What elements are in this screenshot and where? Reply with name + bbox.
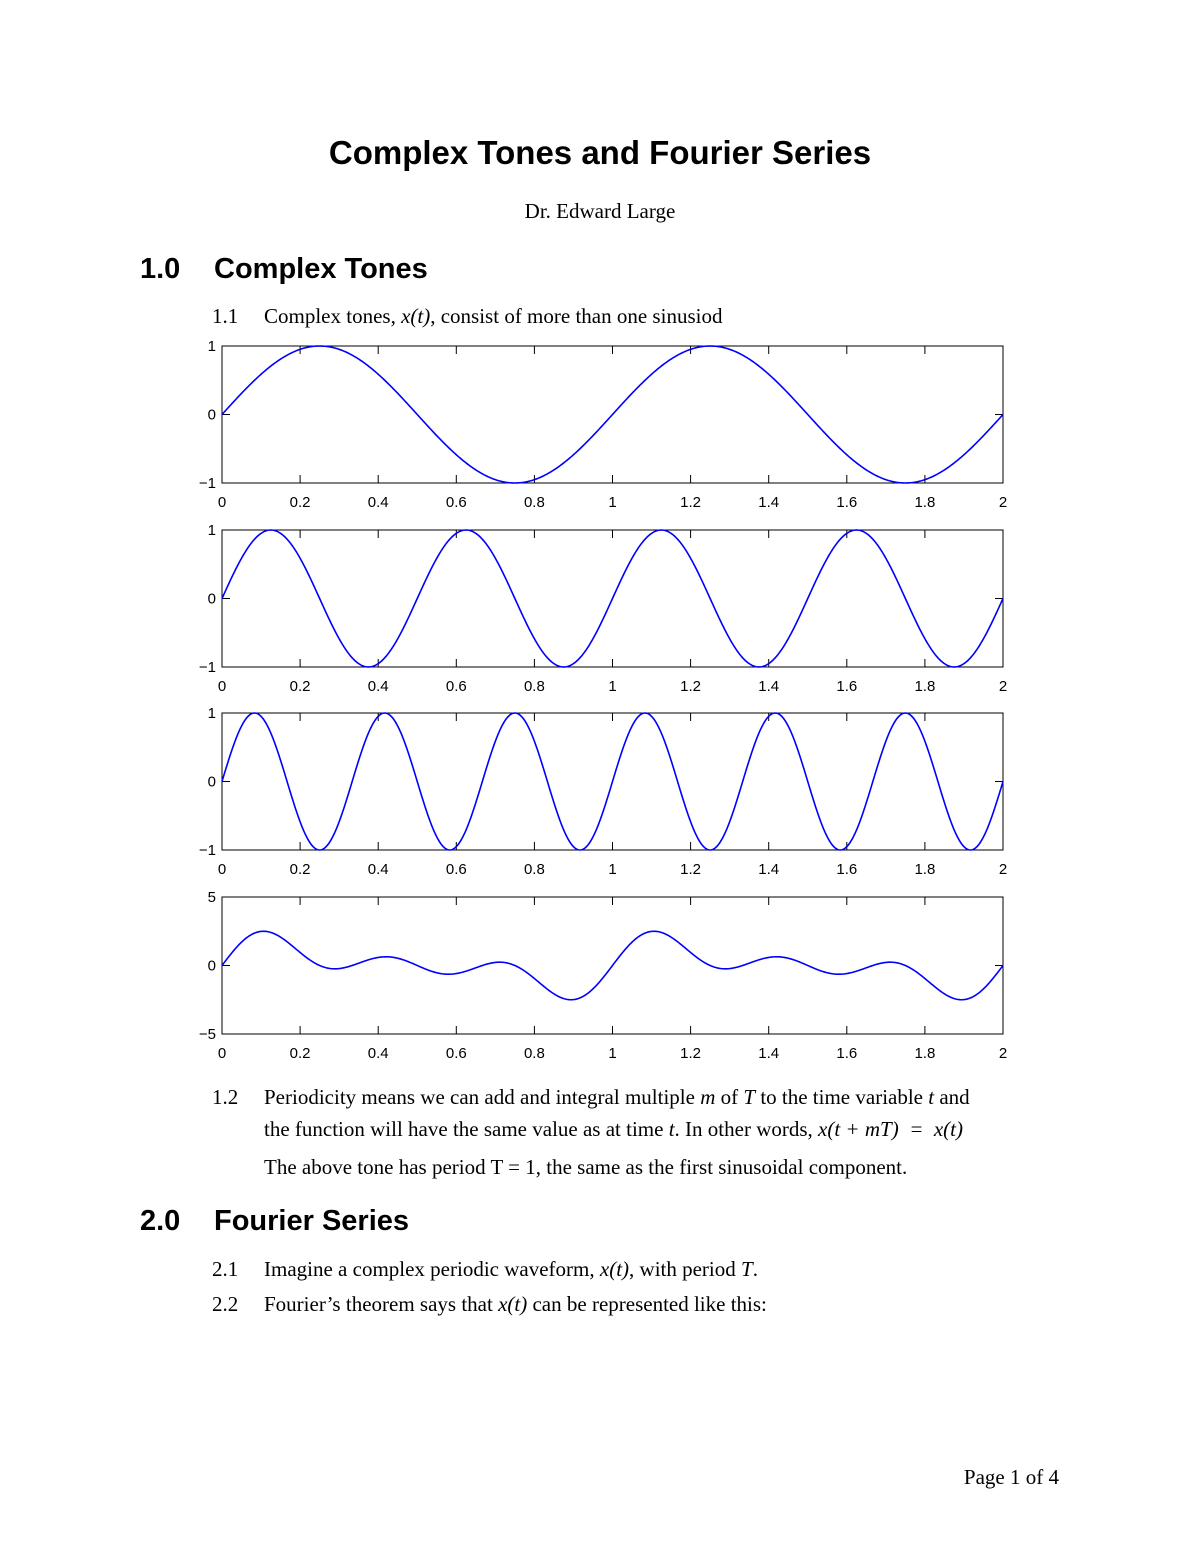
author-name: Dr. Edward Large [524,199,676,223]
x-tick-label: 2 [998,861,1008,878]
waveform-plot-3 [199,705,1007,878]
waveform-line [222,346,1003,483]
x-tick-label: 0.8 [523,494,545,511]
y-tick-label: 0 [207,773,216,791]
x-tick-label: 2 [998,494,1008,511]
x-tick-label: 1.4 [758,1045,780,1062]
x-tick-label: 0.4 [367,861,389,878]
x-tick-label: 0.2 [289,494,311,511]
item-number: 1.2 [212,1085,239,1109]
item-1-2-line-2: the function will have the same value as at time t. In other words, x(t + mT) = x(t) [264,1117,964,1141]
x-tick-label: 0.4 [367,494,389,511]
x-tick-label: 1 [608,1045,617,1062]
x-tick-label: 1.6 [836,678,858,695]
x-tick-label: 0.4 [367,678,389,695]
x-tick-label: 1.6 [836,1045,858,1062]
item-text: Fourier’s theorem says that x(t) can be represented like this: [264,1292,767,1316]
x-tick-label: 0.6 [445,1045,467,1062]
x-tick-label: 1.2 [680,861,702,878]
x-tick-label: 1.2 [680,494,702,511]
y-tick-label: 0 [207,406,216,424]
section-number: 1.0 [140,253,181,285]
x-tick-label: 1.4 [758,678,780,695]
y-tick-label: −1 [198,659,216,676]
x-tick-label: 0.6 [445,494,467,511]
item-number: 2.2 [212,1292,239,1316]
item-text: Imagine a complex periodic waveform, x(t), with period T. [264,1257,758,1281]
x-tick-label: 1.6 [836,494,858,511]
x-tick-label: 0 [217,678,227,695]
section-heading-2 [140,1205,409,1238]
waveform-line [222,530,1003,667]
document-title: Complex Tones and Fourier Series [328,134,872,171]
x-tick-label: 2 [998,1045,1008,1062]
waveform-line [222,931,1003,999]
x-tick-label: 0.8 [523,1045,545,1062]
item-text: Complex tones, x(t), consist of more than one sinusiod [264,304,723,328]
x-tick-label: 1.6 [836,861,858,878]
x-tick-label: 1 [608,494,617,511]
x-tick-label: 1.4 [758,494,780,511]
y-tick-label: 1 [207,705,216,722]
section-title: Complex Tones [214,253,428,285]
waveform-plot-4 [199,889,1007,1062]
y-tick-label: −1 [198,475,216,492]
periodicity-equation: x(t + mT) = x(t) [818,1117,964,1141]
item-number: 2.1 [212,1257,239,1281]
x-tick-label: 0.8 [523,678,545,695]
x-tick-label: 0.8 [523,861,545,878]
waveform-line [222,713,1003,850]
x-tick-label: 1 [608,678,617,695]
x-tick-label: 0.6 [445,678,467,695]
x-tick-label: 0 [217,861,227,878]
section-number: 2.0 [140,1205,181,1237]
x-tick-label: 1.8 [914,494,936,511]
x-tick-label: 1.8 [914,678,936,695]
x-tick-label: 0 [217,494,227,511]
x-tick-label: 0.6 [445,861,467,878]
y-tick-label: 0 [207,590,216,608]
y-tick-label: 5 [207,889,216,906]
section-title: Fourier Series [214,1205,410,1237]
x-tick-label: 0.2 [289,678,311,695]
y-tick-label: 1 [207,338,216,355]
waveform-plot-1 [199,338,1007,511]
x-tick-label: 1.2 [680,678,702,695]
x-tick-label: 0.2 [289,1045,311,1062]
page-number: Page 1 of 4 [963,1465,1059,1489]
x-tick-label: 0.2 [289,861,311,878]
y-tick-label: −5 [198,1026,216,1043]
item-1-2-line-3: The above tone has period T = 1, the same as the first sinusoidal component. [264,1155,908,1179]
y-tick-label: −1 [198,842,216,859]
waveform-plot-2 [199,522,1007,695]
x-tick-label: 1 [608,861,617,878]
x-tick-label: 0.4 [367,1045,389,1062]
x-tick-label: 2 [998,678,1008,695]
x-tick-label: 1.8 [914,1045,936,1062]
item-text-line-1: Periodicity means we can add and integral multiple m of T to the time variable t and [264,1085,970,1109]
x-tick-label: 1.4 [758,861,780,878]
x-tick-label: 0 [217,1045,227,1062]
item-number: 1.1 [212,304,239,328]
x-tick-label: 1.2 [680,1045,702,1062]
x-tick-label: 1.8 [914,861,936,878]
y-tick-label: 1 [207,522,216,539]
y-tick-label: 0 [207,957,216,975]
